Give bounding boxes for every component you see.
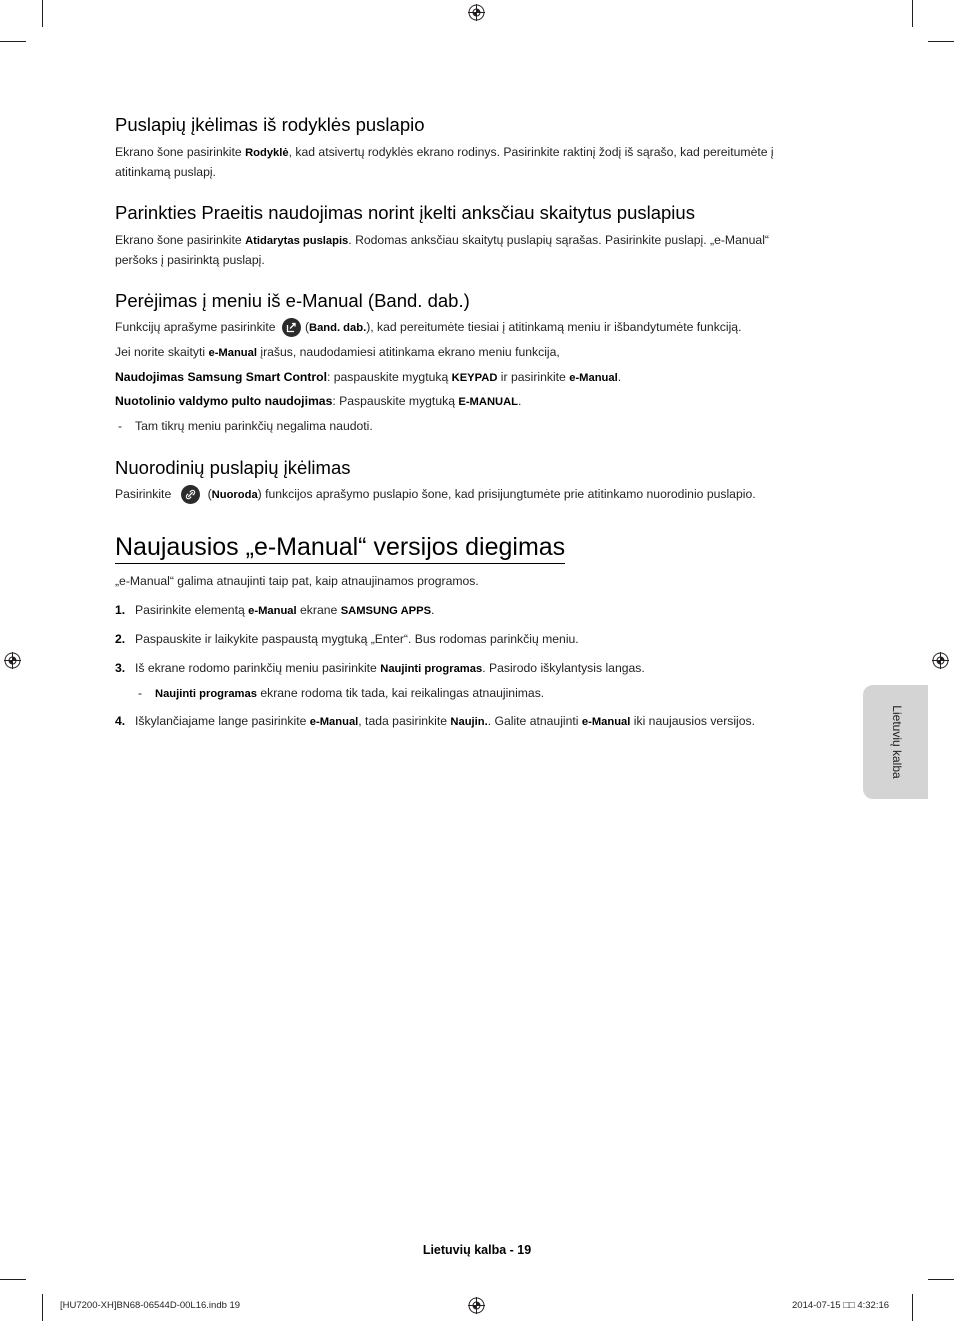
registration-mark-icon	[468, 4, 485, 21]
page-title: Naujausios „e-Manual“ versijos diegimas	[115, 532, 565, 564]
step-item: 2. Paspauskite ir laikykite paspaustą mygtuką „Enter“. Bus rodomas parinkčių meniu.	[115, 632, 579, 646]
crop-mark	[42, 0, 43, 27]
section-body-link: Pasirinkite (Nuoroda) funkcijos aprašymo puslapio šone, kad prisijungtumėte prie atitinkamo nuorodinio puslapio.	[115, 485, 815, 505]
crop-mark	[0, 41, 26, 42]
section-heading-link: Nuorodinių puslapių įkėlimas	[115, 457, 351, 478]
crop-mark	[928, 41, 954, 42]
section-body-history: Ekrano šone pasirinkite Atidarytas puslapis. Rodomas anksčiau skaitytų puslapių sąrašas. Pasirinkite puslapį. „e-Manual“ peršoks į pasirinktą puslapį.	[115, 233, 769, 267]
section-heading-history: Parinkties Praeitis naudojimas norint įkelti anksčiau skaitytus puslapius	[115, 202, 695, 223]
step-item: 4. Iškylančiajame lange pasirinkite e-Manual, tada pasirinkite Naujin.. Galite atnaujinti e-Manual iki naujausios versijos.	[115, 714, 756, 728]
step-sub-note: - Naujinti programas ekrane rodoma tik tada, kai reikalingas atnaujinimas.	[138, 686, 545, 700]
language-tab-label: Lietuvių kalba	[890, 705, 904, 779]
link-icon	[181, 485, 200, 504]
step-item: 3. Iš ekrane rodomo parinkčių meniu pasirinkite Naujinti programas. Pasirodo iškylantysis langas.	[115, 661, 645, 675]
update-intro: „e-Manual“ galima atnaujinti taip pat, kaip atnaujinamos programos.	[115, 574, 479, 588]
smart-control-line: Naudojimas Samsung Smart Control: paspauskite mygtuką KEYPAD ir pasirinkite e-Manual.	[115, 370, 622, 384]
crop-mark	[912, 0, 913, 27]
crop-mark	[0, 1279, 26, 1280]
crop-mark	[928, 1279, 954, 1280]
registration-mark-icon	[468, 1297, 485, 1314]
remote-control-line: Nuotolinio valdymo pulto naudojimas: Paspauskite mygtuką E-MANUAL.	[115, 394, 522, 408]
section-heading-index: Puslapių įkėlimas iš rodyklės puslapio	[115, 114, 425, 135]
registration-mark-icon	[4, 652, 21, 669]
note-line: - Tam tikrų meniu parinkčių negalima naudoti.	[118, 419, 373, 433]
section-heading-try-now: Perėjimas į meniu iš e-Manual (Band. dab.)	[115, 290, 470, 311]
registration-mark-icon	[932, 652, 949, 669]
crop-mark	[42, 1294, 43, 1321]
print-date: 2014-07-15 □□ 4:32:16	[792, 1300, 890, 1311]
step-item: 1. Pasirinkite elementą e-Manual ekrane SAMSUNG APPS.	[115, 603, 435, 617]
try-now-line: Funkcijų aprašyme pasirinkite (Band. dab.), kad pereitumėte tiesiai į atitinkamą meniu ir išbandytumėte funkciją.	[115, 318, 815, 338]
section-body-index: Ekrano šone pasirinkite Rodyklė, kad atsivertų rodyklės ekrano rodinys. Pasirinkite raktinį žodį iš sąrašo, kad pereitumėte į atitinkamą puslapį.	[115, 145, 774, 179]
crop-mark	[912, 1294, 913, 1321]
page-number: Lietuvių kalba - 19	[422, 1243, 532, 1257]
try-now-icon	[282, 318, 301, 337]
read-manual-line: Jei norite skaityti e-Manual įrašus, naudodamiesi atitinkama ekrano meniu funkcija,	[115, 345, 560, 359]
print-file-info: [HU7200-XH]BN68-06544D-00L16.indb 19	[60, 1300, 241, 1311]
